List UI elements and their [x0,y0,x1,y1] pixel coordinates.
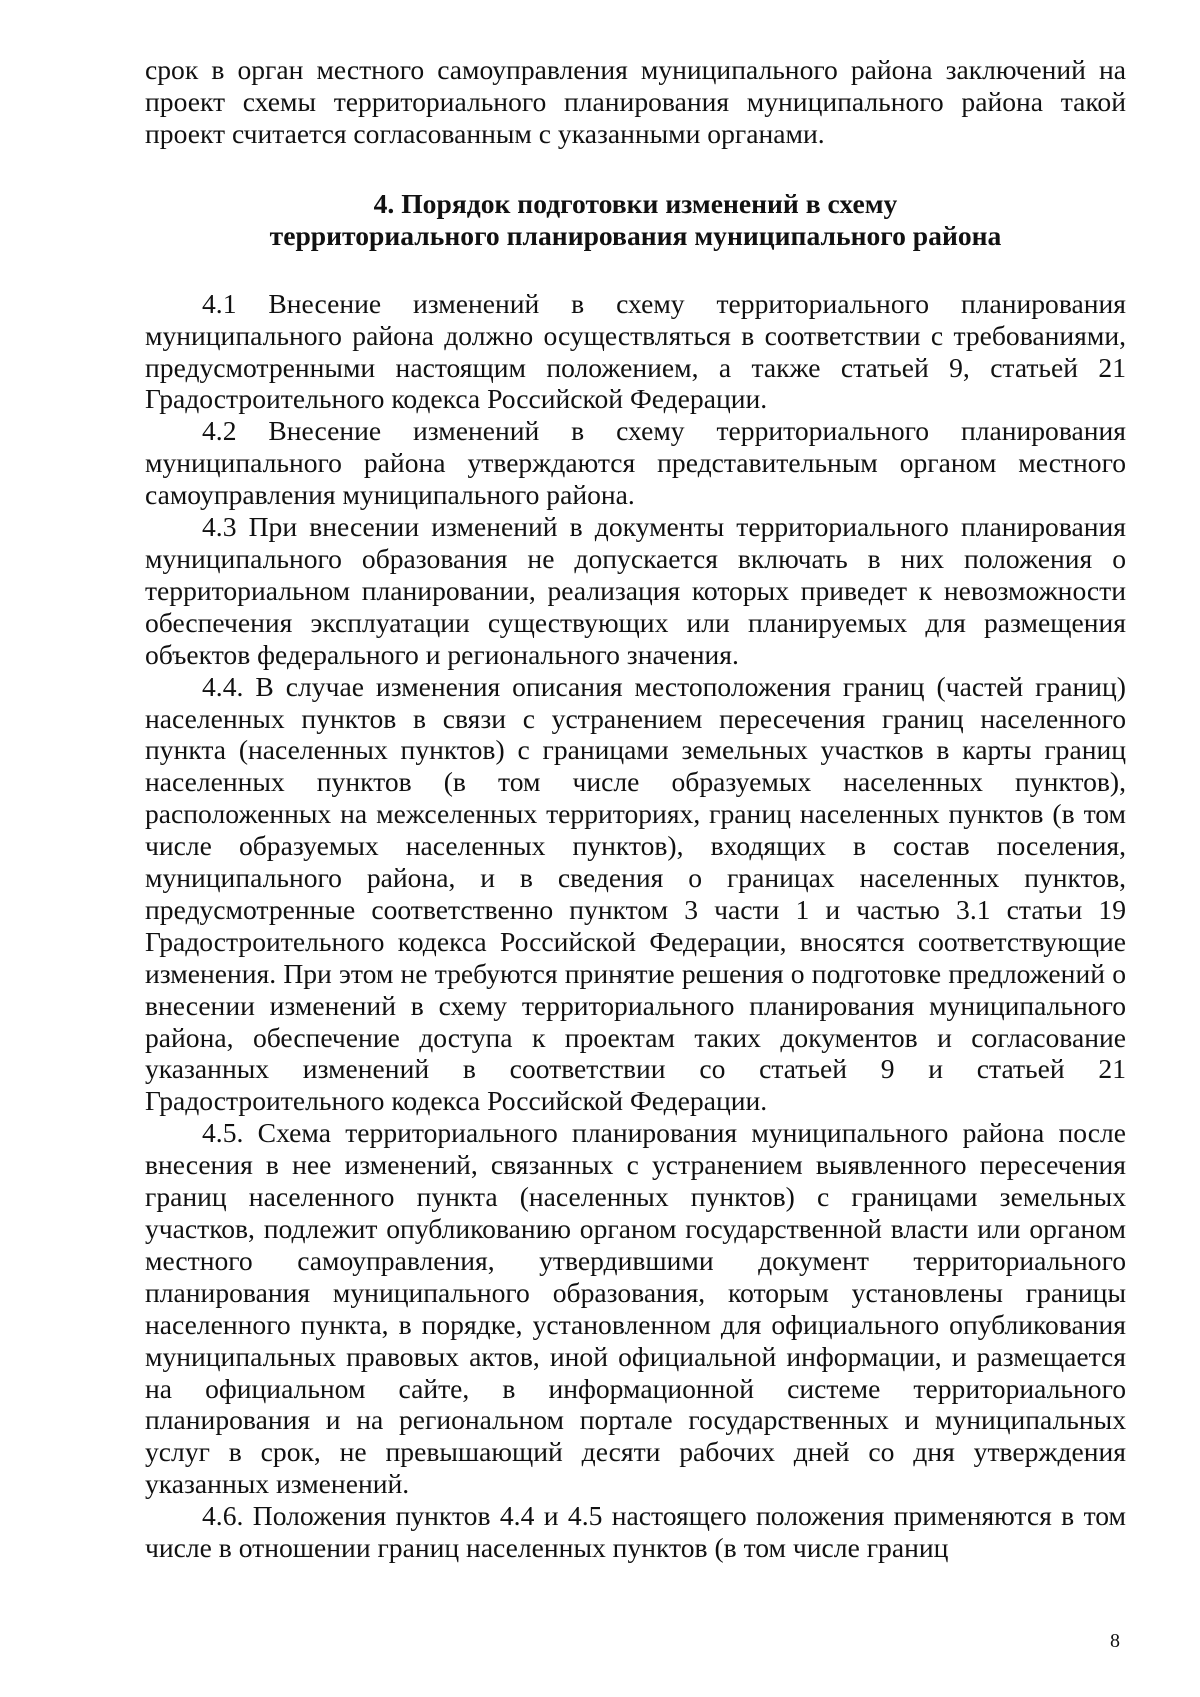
page-number: 8 [1110,1630,1120,1652]
paragraph-4-2: 4.2 Внесение изменений в схему территориального планирования муниципального района утверждаются представительным органом местного самоуправления муниципального района. [145,415,1126,511]
paragraph-4-4: 4.4. В случае изменения описания местоположения границ (частей границ) населенных пунктов в связи с устранением пересечения границ населенного пункта (населенных пунктов) с границами земельных участков в карты границ населенных пунктов (в том числе образуемых населенных пунктов), расположенных на межселенных территориях, границ населенных пунктов (в том числе образуемых населенных пунктов), входящих в состав поселения, муниципального района, и в сведения о границах населенных пунктов, предусмотренные соответственно пунктом 3 части 1 и частью 3.1 статьи 19 Градостроительного кодекса Российской Федерации, вносятся соответствующие изменения. При этом не требуются принятие решения о подготовке предложений о внесении изменений в схему территориального планирования муниципального района, обеспечение доступа к проектам таких документов и согласование указанных изменений в соответствии со статьей 9 и статьей 21 Градостроительного кодекса Российской Федерации. [145,670,1126,1117]
paragraph-4-5: 4.5. Схема территориального планирования муниципального района после внесения в нее изменений, связанных с устранением выявленного пересечения границ населенного пункта (населенных пунктов) с границами земельных участков, подлежит опубликованию органом государственной власти или органом местного самоуправления, утвердившими документ территориального планирования муниципального образования, которым установлены границы населенного пункта, в порядке, установленном для официального опубликования муниципальных правовых актов, иной официальной информации, и размещается на официальном сайте, в информационной системе территориального планирования и на региональном портале государственных и муниципальных услуг в срок, не превышающий десяти рабочих дней со дня утверждения указанных изменений. [145,1117,1126,1500]
paragraph-4-1: 4.1 Внесение изменений в схему территориального планирования муниципального района должно осуществляться в соответствии с требованиями, предусмотренными настоящим положением, а также статьей 9, статьей 21 Градостроительного кодекса Российской Федерации. [145,287,1126,415]
section-heading-line-2: территориального планирования муниципального района [269,219,1002,251]
section-heading [145,188,1126,252]
paragraph-4-6: 4.6. Положения пунктов 4.4 и 4.5 настоящего положения применяются в том числе в отношении границ населенных пунктов (в том числе границ [145,1500,1126,1564]
paragraph-4-3: 4.3 При внесении изменений в документы территориального планирования муниципального образования не допускается включать в них положения о территориальном планировании, реализация которых приведет к невозможности обеспечения эксплуатации существующих или планируемых для размещения объектов федерального и регионального значения. [145,511,1126,670]
section-heading-line-1: 4. Порядок подготовки изменений в схему [373,187,898,219]
document-page [145,54,1126,1564]
spacer [145,252,1126,288]
intro-paragraph: срок в орган местного самоуправления муниципального района заключений на проект схемы территориального планирования муниципального района такой проект считается согласованным с указанными органами. [145,54,1126,149]
